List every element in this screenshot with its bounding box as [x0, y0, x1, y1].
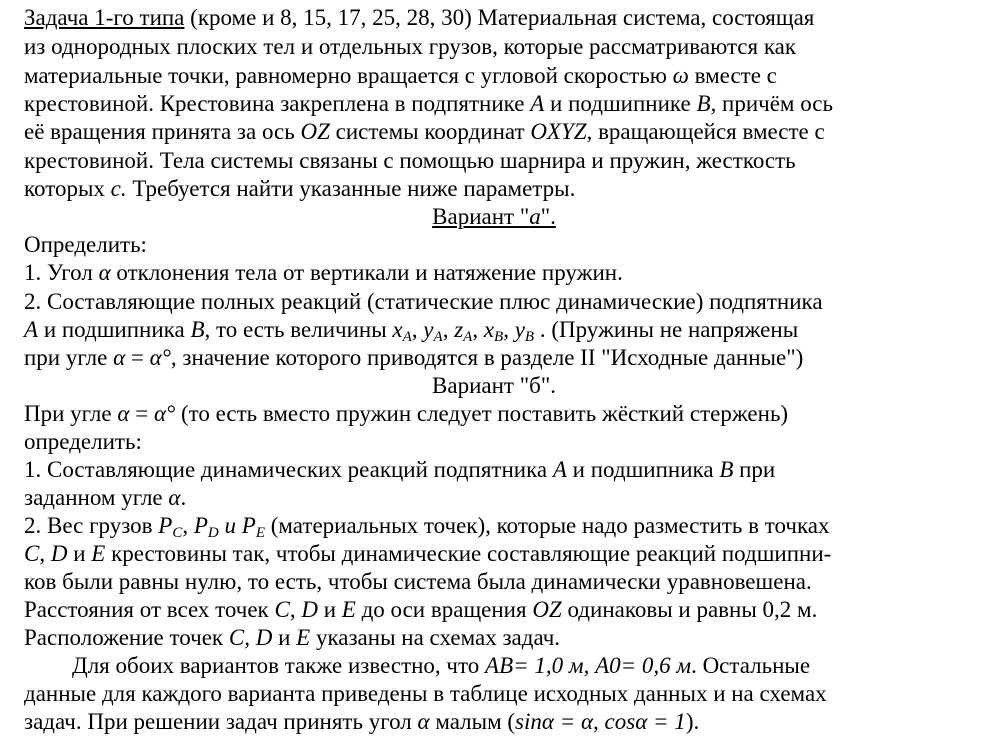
- variant-b-item-2-cont-4: Расположение точек C, D и E указаны на схемах задач.: [24, 625, 561, 650]
- variant-a-item-1: 1. Угол α отклонения тела от вертикали и натяжение пружин.: [24, 260, 623, 285]
- variant-b-item-1: 1. Составляющие динамических реакций подпятника A и подшипника B при: [24, 457, 776, 482]
- variant-b-item-2: 2. Вес грузов $P_C$, $P_D$ и $P_E$ (материальных точек), которые надо разместить в точках: [24, 513, 830, 541]
- common-line-1: Для обоих вариантов также известно, что AB= 1,0 м, A0= 0,6 м. Остальные: [72, 653, 811, 678]
- intro-line-3: материальные точки, равномерно вращается с угловой скоростью ω вместе с: [24, 63, 777, 88]
- variant-b-heading: Вариант "б".: [432, 373, 556, 398]
- intro-line-6: крестовиной. Тела системы связаны с помощью шарнира и пружин, жесткость: [24, 148, 796, 173]
- variant-b-line-2: определить:: [24, 429, 142, 454]
- variant-a-item-2-cont-2: при угле α = α°, значение которого приводятся в разделе II "Исходные данные"): [24, 345, 804, 370]
- intro-line-5: её вращения принята за ось OZ системы координат OXYZ, вращающейся вместе с: [24, 119, 825, 144]
- common-line-3: задач. При решении задач принять угол α малым (sinα = α, cosα = 1).: [24, 709, 700, 734]
- variant-b-item-2-cont-2: ков были равны нулю, то есть, чтобы система была динамически уравновешена.: [24, 569, 812, 594]
- variant-b-item-1-cont: заданном угле α.: [24, 485, 187, 510]
- variant-a-item-2: 2. Составляющие полных реакций (статические плюс динамические) подпятника: [24, 289, 823, 314]
- variant-a-determine: Определить:: [24, 232, 147, 257]
- variant-b-item-2-cont-1: C, D и E крестовины так, чтобы динамические составляющие реакций подшипни-: [24, 541, 832, 566]
- variant-b-item-2-cont-3: Расстояния от всех точек C, D и E до оси вращения OZ одинаковы и равны 0,2 м.: [24, 597, 818, 622]
- variant-a-heading: Вариант "а".: [432, 204, 556, 229]
- intro-line-2: из однородных плоских тел и отдельных грузов, которые рассматриваются как: [24, 34, 797, 59]
- intro-line-4: крестовиной. Крестовина закреплена в подпятнике A и подшипнике B, причём ось: [24, 91, 833, 116]
- intro-line-7: которых c. Требуется найти указанные ниже параметры.: [24, 176, 576, 201]
- variant-b-line-1: При угле α = α° (то есть вместо пружин следует поставить жёсткий стержень): [24, 401, 789, 426]
- task-type-title: Задача 1-го типа: [24, 5, 185, 30]
- variant-a-item-2-cont: A и подшипника B, то есть величины $x_A$, $y_A$, $z_A$, $x_B$, $y_B$ . (Пружины не напряжены: [24, 317, 799, 345]
- common-line-2: данные для каждого варианта приведены в таблице исходных данных и на схемах: [24, 681, 827, 706]
- intro-line-1: Задача 1-го типа (кроме и 8, 15, 17, 25, 28, 30) Материальная система, состоящая: [24, 5, 815, 30]
